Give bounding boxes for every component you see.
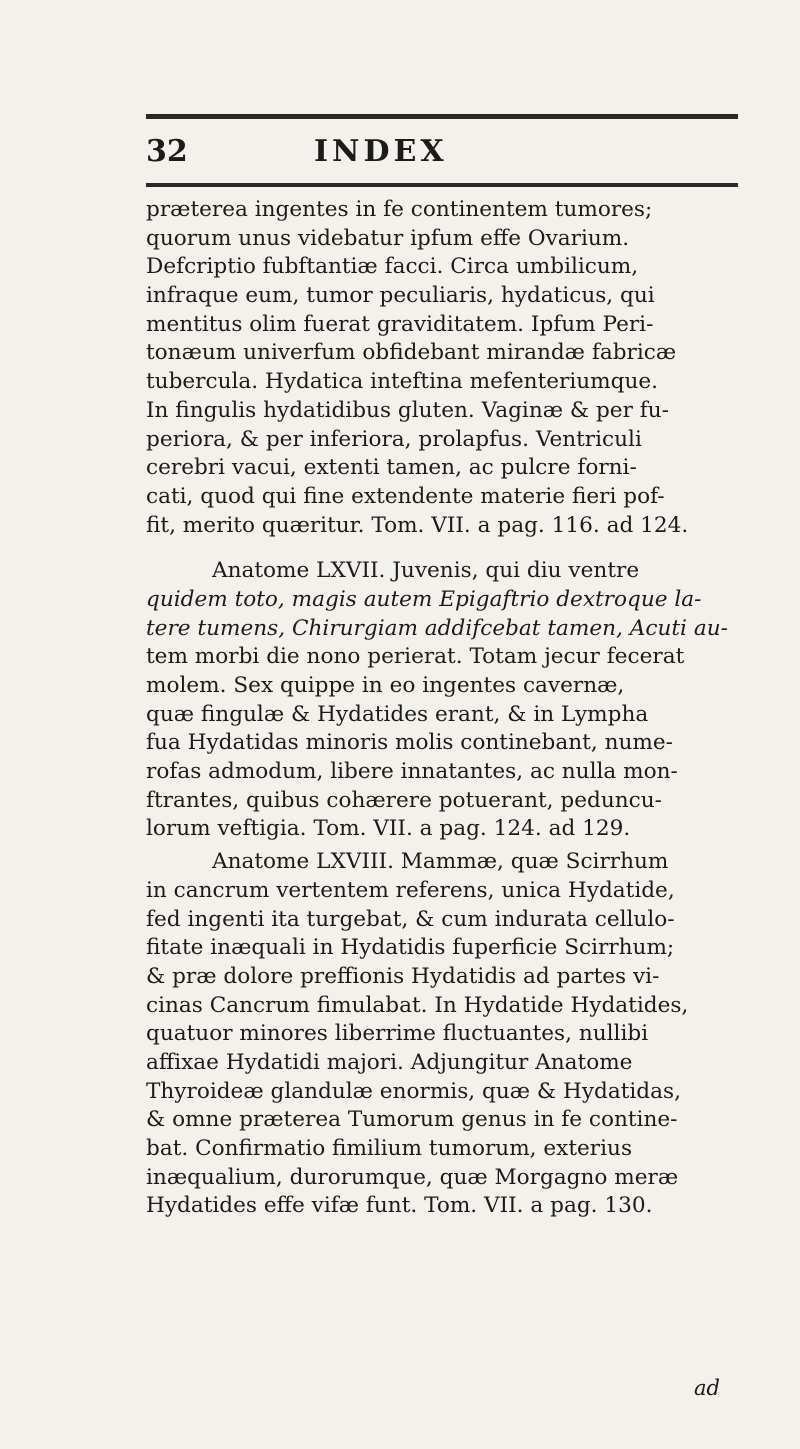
text-line: lorum veftigia. Tom. VII. a pag. 124. ad 129. [146, 816, 631, 842]
text-line: In fingulis hydatidibus gluten. Vaginæ & per fu- [146, 397, 669, 423]
paragraph-continuation [146, 196, 746, 540]
text-line: quorum unus videbatur ipfum effe Ovarium. [146, 225, 630, 251]
text-line: ftrantes, quibus cohærere potuerant, peduncu- [146, 787, 662, 813]
text-line: fed ingenti ita turgebat, & cum indurata cellulo- [146, 906, 675, 932]
text-line: tere tumens, Chirurgiam addifcebat tamen, Acuti au- [146, 615, 728, 641]
text-line: tubercula. Hydatica inteftina mefenteriumque. [146, 369, 659, 395]
text-line: & præ dolore preffionis Hydatidis ad partes vi- [146, 963, 660, 989]
text-line: quæ fingulæ & Hydatides erant, & in Lympha [146, 701, 649, 727]
text-line: cinas Cancrum fimulabat. In Hydatide Hydatides, [146, 992, 689, 1018]
text-line: infraque eum, tumor peculiaris, hydaticus, qui [146, 283, 655, 309]
text-line: Anatome LXVIII. Mammæ, quæ Scirrhum [212, 849, 669, 875]
entry-anatome-lxviii [146, 848, 746, 1221]
text-line: rofas admodum, libere innatantes, ac nulla mon- [146, 759, 678, 785]
text-line: inæqualium, durorumque, quæ Morgagno meræ [146, 1164, 679, 1190]
text-line: fua Hydatidas minoris molis continebant, nume- [146, 730, 673, 756]
text-line: quidem toto, magis autem Epigaftrio dextroque la- [146, 586, 702, 612]
text-line: præterea ingentes in fe continentem tumores; [146, 197, 653, 222]
running-head: INDEX [314, 134, 448, 169]
text-line: & omne præterea Tumorum genus in fe contine- [146, 1107, 678, 1133]
text-line: tem morbi die nono perierat. Totam jecur fecerat [146, 644, 685, 670]
text-line: molem. Sex quippe in eo ingentes cavernæ, [146, 673, 625, 698]
header-rule-bottom [146, 183, 738, 187]
text-line: in cancrum vertentem referens, unica Hydatide, [146, 877, 675, 903]
text-line: quatuor minores liberrime fluctuantes, nullibi [146, 1021, 649, 1047]
entry-anatome-lxvii [146, 557, 746, 844]
text-line: affixae Hydatidi majori. Adjungitur Anatome [146, 1049, 633, 1075]
text-line: Anatome LXVII. Juvenis, qui diu ventre [212, 558, 640, 584]
text-line: tonæum univerfum obfidebant mirandæ fabricæ [146, 340, 677, 366]
text-line: Defcriptio fubftantiæ facci. Circa umbilicum, [146, 254, 639, 280]
text-line: Hydatides effe vifæ funt. Tom. VII. a pag. 130. [146, 1193, 653, 1219]
text-line: fitate inæquali in Hydatidis fuperficie Scirrhum; [146, 935, 675, 961]
text-line: cati, quod qui fine extendente materie fieri pof- [146, 483, 665, 509]
header-rule-top [146, 114, 738, 119]
page-number: 32 [146, 134, 188, 169]
page-header [146, 132, 738, 174]
catchword: ad [694, 1376, 720, 1400]
body-text [146, 196, 746, 1221]
text-line: cerebri vacui, extenti tamen, ac pulcre forni- [146, 455, 637, 481]
text-line: bat. Confirmatio fimilium tumorum, exterius [146, 1136, 633, 1161]
text-line: periora, & per inferiora, prolapfus. Ventriculi [146, 426, 642, 452]
text-line: fit, merito quæritur. Tom. VII. a pag. 116. ad 124. [146, 512, 689, 538]
text-line: mentitus olim fuerat graviditatem. Ipfum Peri- [146, 311, 654, 337]
paragraph-gap [146, 540, 746, 557]
text-line: Thyroideæ glandulæ enormis, quæ & Hydatidas, [146, 1078, 681, 1104]
